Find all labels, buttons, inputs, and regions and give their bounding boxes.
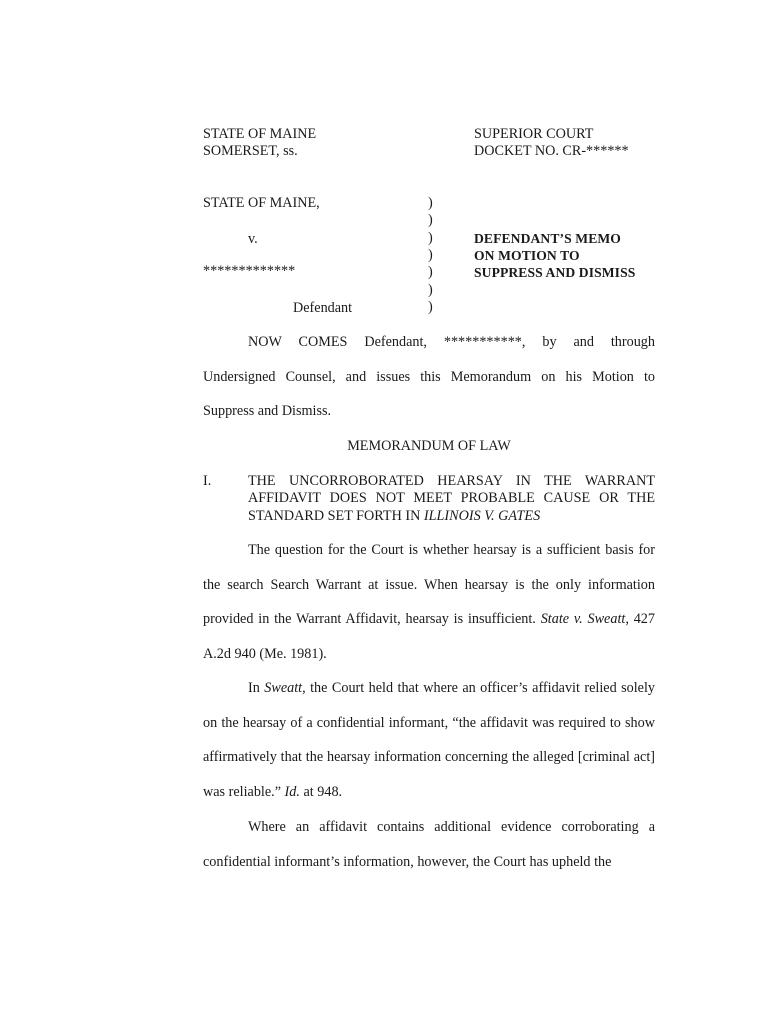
paragraph-1-citation: , 427 A.2d 940 (Me. 1981). [203,611,655,662]
paragraph-3 [203,810,655,879]
defendant-label: Defendant [293,300,353,316]
paragraph-2-id: Id. [284,783,300,800]
paragraph-1 [203,533,655,671]
caption-paren: ) [428,195,433,211]
court-state-label: STATE OF MAINE [203,126,317,142]
paragraph-2-pin: at 948. [303,783,343,800]
caption-paren: ) [428,247,433,263]
memorandum-title: MEMORANDUM OF LAW [347,438,511,454]
plaintiff-name: STATE OF MAINE, [203,195,320,211]
intro-line1: NOW COMES Defendant, ***********, by and through [248,334,655,350]
document-title-line3: SUPPRESS AND DISMISS [474,265,636,280]
paragraph-3-text: Where an affidavit contains additional evidence corroborating a confidential informant’s information, however, the Court has upheld the [203,819,655,870]
paragraph-2-case: Sweatt [264,680,303,696]
section-heading-text: THE UNCORROBORATED HEARSAY IN THE WARRANT AFFIDAVIT DOES NOT MEET PROBABLE CAUSE OR THE STANDARD SET FORTH IN [248,473,655,524]
document-title-line1: DEFENDANT’S MEMO [474,231,621,246]
intro-line3: Suppress and Dismiss. [203,403,332,419]
court-name: SUPERIOR COURT [474,126,594,142]
paragraph-2-lead: In [248,680,260,696]
docket-number: DOCKET NO. CR-****** [474,143,629,159]
paragraph-2-text: , the Court held that where an officer’s affidavit relied solely on the hearsay of a confidential informant, “the affidavit was required to show affirmatively that the hearsay information concerning the alleged [criminal act] was reliable.” [203,680,656,800]
paragraph-1-text: The question for the Court is whether hearsay is a sufficient basis for the search Search Warrant at issue. When hearsay is the only information provided in the Warrant Affidavit, hearsay is insufficient. [203,542,655,627]
section-heading [248,473,655,525]
section-number: I. [203,473,212,489]
caption-paren: ) [428,264,433,280]
defendant-name: ************* [203,263,296,279]
caption-paren: ) [428,299,433,315]
versus-label: v. [248,231,258,247]
intro-line2: Undersigned Counsel, and issues this Memorandum on his Motion to [203,369,655,385]
county-label: SOMERSET, ss. [203,143,298,159]
caption-paren: ) [428,282,433,298]
caption-paren: ) [428,230,433,246]
section-heading-case: ILLINOIS V. GATES [423,507,541,524]
document-title-line2: ON MOTION TO [474,248,580,263]
caption-paren: ) [428,212,433,228]
paragraph-2 [203,671,655,809]
paragraph-1-case: State v. Sweatt [540,611,626,627]
